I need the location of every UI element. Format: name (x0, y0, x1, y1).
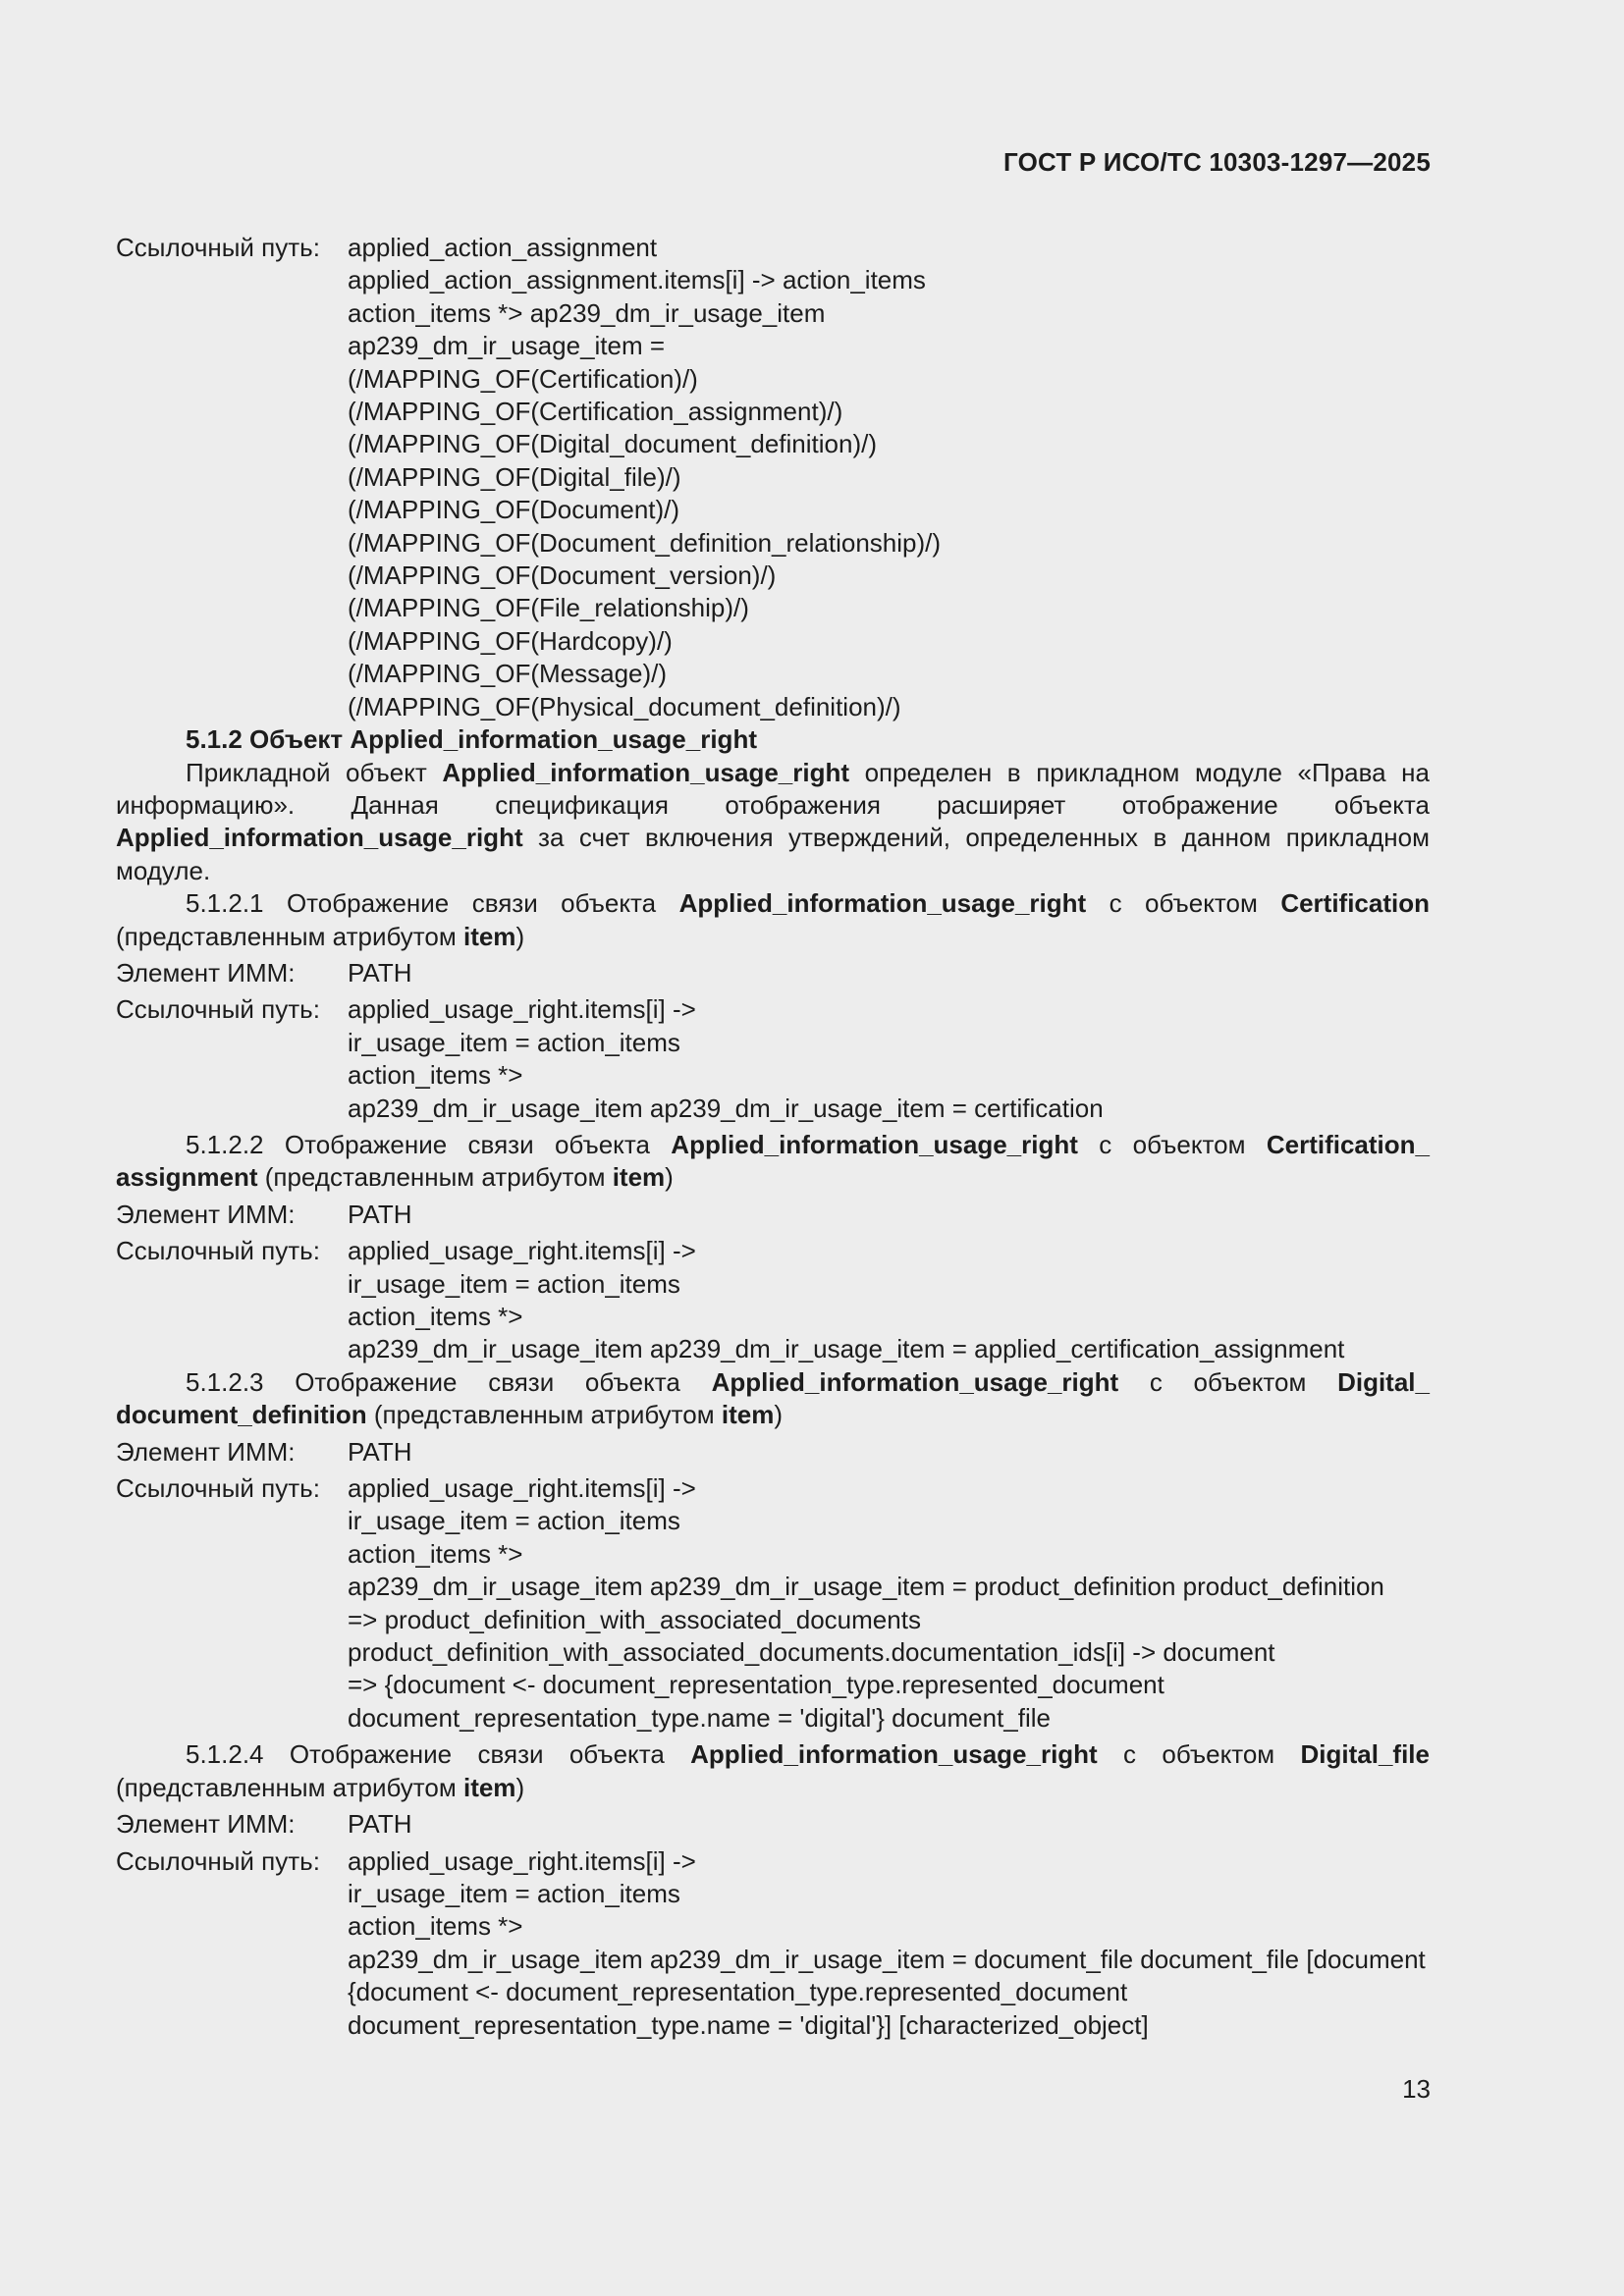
text-run: (представленным атрибутом (257, 1162, 613, 1193)
path-line: action_items *> (348, 1538, 523, 1569)
text-run: с объектом (1086, 888, 1281, 919)
text-run: (представленным атрибутом (116, 921, 463, 951)
text-run: 5.1.2.2 Отображение связи объекта (186, 1129, 672, 1159)
path-line: ap239_dm_ir_usage_item ap239_dm_ir_usage_item = certification (348, 1093, 1104, 1123)
path-line: document_representation_type.name = 'digital'}] [characterized_object] (348, 2009, 1149, 2040)
entity-name: Applied_information_usage_right (711, 1366, 1119, 1397)
path-line: ap239_dm_ir_usage_item = (348, 331, 666, 361)
document-header: ГОСТ Р ИСО/ТС 10303-1297—2025 (1002, 147, 1431, 177)
text-run: (представленным атрибутом (366, 1400, 722, 1430)
section-heading-5-1-2: 5.1.2 Объект Applied_information_usage_right (186, 724, 757, 755)
text-run: с объектом (1097, 1739, 1301, 1770)
path-line: => {document <- document_representation_type.represented_document (348, 1670, 1164, 1700)
element-label: Элемент ИММ: (116, 1809, 296, 1840)
path-line: (/MAPPING_OF(File_relationship)/) (348, 593, 749, 623)
reference-path-lines (348, 1845, 1430, 2042)
reference-path-label: Ссылочный путь: (116, 1473, 320, 1504)
path-line: document_representation_type.name = 'digital'} document_file (348, 1702, 1052, 1733)
subsection-title-5-1-2-1 (116, 887, 1430, 953)
attribute-name: item (721, 1400, 775, 1430)
path-line: (/MAPPING_OF(Document_definition_relationship)/) (348, 527, 942, 558)
text-run: ) (515, 921, 525, 951)
attribute-name: item (462, 921, 516, 951)
element-value: PATH (348, 1809, 412, 1840)
path-line: action_items *> (348, 1060, 523, 1091)
reference-path-block (116, 1472, 1430, 1735)
entity-name: Applied_information_usage_right (442, 757, 850, 787)
path-line: applied_action_assignment.items[i] -> action_items (348, 265, 926, 295)
reference-path-label: Ссылочный путь: (116, 1236, 320, 1266)
element-label: Элемент ИММ: (116, 1199, 296, 1229)
path-line: applied_action_assignment (348, 233, 658, 262)
path-line: {document <- document_representation_type.represented_document (348, 1977, 1128, 2007)
section-paragraph-5-1-2 (116, 757, 1430, 888)
path-line: ap239_dm_ir_usage_item ap239_dm_ir_usage_item = product_definition product_definition (348, 1572, 1384, 1602)
text-run: с объектом (1077, 1129, 1267, 1159)
entity-name: Applied_information_usage_right (690, 1739, 1098, 1770)
attribute-name: item (612, 1162, 666, 1193)
reference-path-lines (348, 232, 1430, 723)
path-line: ir_usage_item = action_items (348, 1506, 680, 1536)
text-run: Прикладной объект (186, 757, 443, 787)
path-line: applied_usage_right.items[i] -> (348, 994, 696, 1025)
path-line: (/MAPPING_OF(Digital_file)/) (348, 461, 681, 492)
entity-name: Digital_file (1300, 1739, 1430, 1770)
text-run: ) (515, 1772, 525, 1802)
path-line: action_items *> (348, 1302, 523, 1331)
reference-path-lines (348, 1472, 1430, 1735)
element-row (116, 957, 1430, 989)
page-number: 13 (1402, 2074, 1431, 2104)
path-line: applied_usage_right.items[i] -> (348, 1845, 696, 1876)
reference-path-block (116, 993, 1430, 1125)
document-body (116, 232, 1430, 2042)
path-line: ir_usage_item = action_items (348, 1027, 680, 1057)
element-value: PATH (348, 1199, 412, 1229)
subsection-title-5-1-2-4 (116, 1738, 1430, 1804)
path-line: ir_usage_item = action_items (348, 1268, 680, 1299)
element-row (116, 1808, 1430, 1841)
entity-name: Applied_information_usage_right (678, 888, 1087, 919)
text-run: 5.1.2.3 Отображение связи объекта (186, 1366, 712, 1397)
path-line: action_items *> ap239_dm_ir_usage_item (348, 297, 826, 328)
path-line: ap239_dm_ir_usage_item ap239_dm_ir_usage_item = applied_certification_assignment (348, 1334, 1345, 1364)
entity-name: Applied_information_usage_right (671, 1129, 1078, 1159)
text-run: 5.1.2.4 Отображение связи объекта (186, 1739, 691, 1770)
text-run: определен в прикладном модуле «Права на информацию». Данная спецификация отображения расширяет отображение объекта (116, 757, 1430, 820)
path-line: ir_usage_item = action_items (348, 1878, 680, 1908)
reference-path-block (116, 1235, 1430, 1366)
element-row (116, 1436, 1430, 1468)
element-value: PATH (348, 1436, 412, 1467)
path-line: (/MAPPING_OF(Document_version)/) (348, 561, 777, 591)
reference-path-block (116, 232, 1430, 723)
path-line: (/MAPPING_OF(Certification)/) (348, 363, 698, 394)
text-run: с объектом (1118, 1366, 1338, 1397)
path-line: product_definition_with_associated_documents.documentation_ids[i] -> document (348, 1637, 1275, 1668)
path-line: applied_usage_right.items[i] -> (348, 1473, 696, 1504)
path-line: => product_definition_with_associated_documents (348, 1604, 921, 1634)
path-line: action_items *> (348, 1911, 523, 1942)
reference-path-label: Ссылочный путь: (116, 1845, 320, 1876)
entity-name: Certification (1280, 888, 1430, 919)
element-label: Элемент ИММ: (116, 957, 296, 988)
path-line: (/MAPPING_OF(Document)/) (348, 495, 680, 525)
reference-path-block (116, 1845, 1430, 2042)
subsection-title-5-1-2-3 (116, 1366, 1430, 1432)
reference-path-label: Ссылочный путь: (116, 233, 320, 262)
text-run: ) (665, 1162, 674, 1193)
entity-name: Certification_ assignment (116, 1129, 1430, 1193)
path-line: ap239_dm_ir_usage_item ap239_dm_ir_usage_item = document_file document_file [document (348, 1944, 1426, 1974)
entity-name: Applied_information_usage_right (116, 823, 523, 853)
path-line: (/MAPPING_OF(Physical_document_definition)/) (348, 691, 901, 721)
path-line: applied_usage_right.items[i] -> (348, 1236, 696, 1266)
subsection-title-5-1-2-2 (116, 1129, 1430, 1195)
text-run: (представленным атрибутом (116, 1772, 463, 1802)
text-run: за счет включения утверждений, определенных в данном прикладном модуле. (116, 823, 1430, 885)
reference-path-lines (348, 1235, 1430, 1366)
text-run: ) (774, 1400, 783, 1430)
entity-name: Digital_ document_definition (116, 1366, 1430, 1430)
path-line: (/MAPPING_OF(Hardcopy)/) (348, 625, 673, 656)
text-run: 5.1.2.1 Отображение связи объекта (186, 888, 679, 919)
attribute-name: item (462, 1772, 516, 1802)
reference-path-label: Ссылочный путь: (116, 994, 320, 1025)
element-value: PATH (348, 957, 412, 988)
path-line: (/MAPPING_OF(Message)/) (348, 659, 668, 689)
path-line: (/MAPPING_OF(Digital_document_definition)/) (348, 429, 877, 459)
element-row (116, 1199, 1430, 1231)
path-line: (/MAPPING_OF(Certification_assignment)/) (348, 397, 843, 427)
element-label: Элемент ИММ: (116, 1436, 296, 1467)
reference-path-lines (348, 993, 1430, 1125)
